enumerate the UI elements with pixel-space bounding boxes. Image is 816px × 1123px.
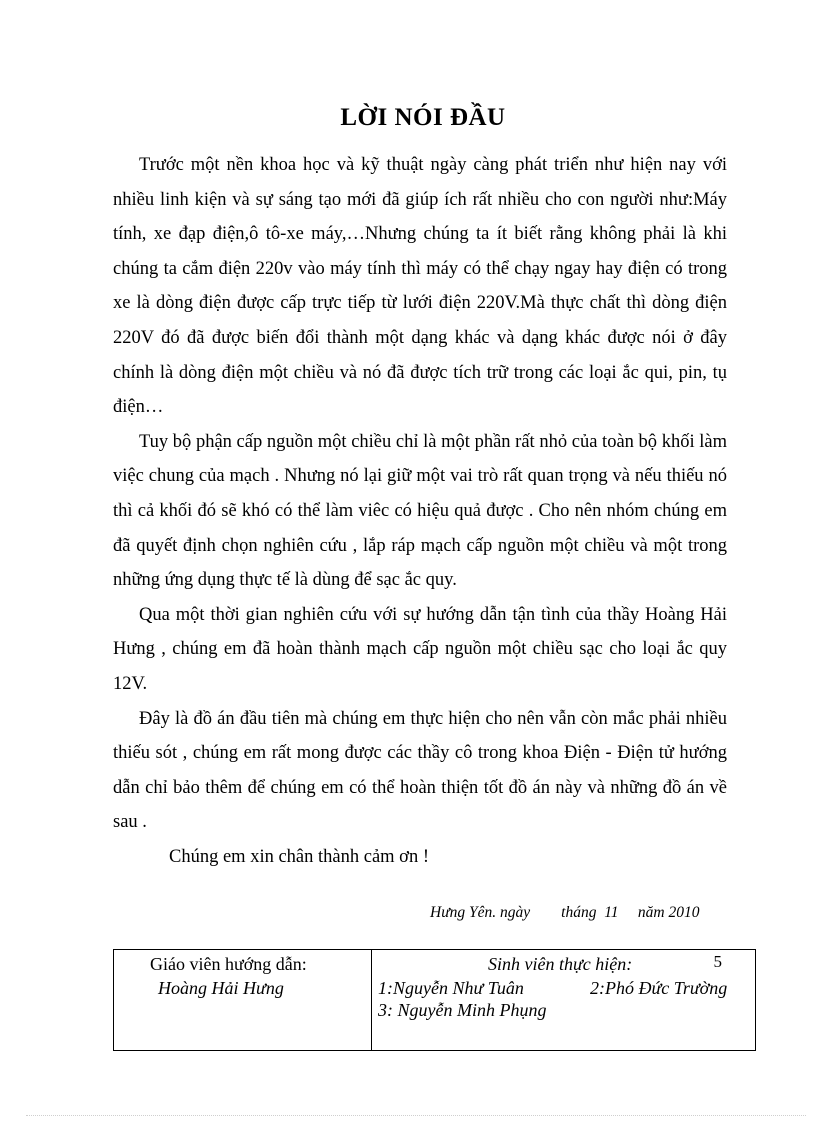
body-text — [113, 148, 727, 874]
paragraph-4: Đây là đồ án đầu tiên mà chúng em thực hiện cho nên vẫn còn mắc phải nhiều thiếu sót , chúng em rất mong được các thầy cô trong khoa Điện - Điện tử hướng dẫn chỉ bảo thêm để chúng em có thể hoàn thiện tốt đồ án này và những đồ án về sau . — [113, 708, 727, 833]
page-number: 5 — [713, 952, 722, 971]
teacher-cell — [114, 950, 372, 1050]
students-cell — [372, 950, 755, 1050]
student-name-3: 3: Nguyễn Minh Phụng — [378, 1000, 547, 1020]
page-title: LỜI NÓI ĐẦU — [340, 104, 506, 131]
student-name-2: 2:Phó Đức Trường — [590, 978, 728, 998]
paragraph-2: Tuy bộ phận cấp nguồn một chiều chỉ là một phần rất nhỏ của toàn bộ khối làm việc chung của mạch . Nhưng nó lại giữ một vai trò rất quan trọng và nếu thiếu nó thì cả khối đó sẽ khó có thể làm viêc có hiệu quả được . Cho nên nhóm chúng em đã quyết định chọn nghiên cứu , lắp ráp mạch cấp nguồn một chiều và một trong những ứng dụng thực tế là dùng để sạc ắc quy. — [113, 431, 727, 591]
student-label: Sinh viên thực hiện: — [488, 954, 633, 974]
signature-table — [113, 949, 756, 1051]
paragraph-1: Trước một nền khoa học và kỹ thuật ngày càng phát triển như hiện nay với nhiều linh kiện và sự sáng tạo mới đã giúp ích rất nhiều cho con người như:Máy tính, xe đạp điện,ô tô-xe máy,…Nhưng chúng ta ít biết rằng không phải là khi chúng ta cắm điện 220v vào máy tính thì máy có thể chạy ngay hay điện có trong xe là dòng điện được cấp trực tiếp từ lưới điện 220V.Mà thực chất thì dòng điện 220V đó đã được biến đổi thành một dạng khác và dạng khác được nói ở đây chính là dòng điện một chiều và nó đã được tích trữ trong các loại ắc qui, pin, tụ điện… — [113, 155, 727, 418]
footer-divider — [26, 1115, 806, 1116]
thanks-line: Chúng em xin chân thành cảm ơn ! — [169, 846, 429, 867]
teacher-label: Giáo viên hướng dẫn: — [150, 954, 307, 974]
student-name-1: 1:Nguyễn Như Tuân — [378, 978, 524, 998]
date-line: Hưng Yên. ngày tháng 11 năm 2010 — [430, 904, 700, 921]
paragraph-3: Qua một thời gian nghiên cứu với sự hướng dẫn tận tình của thầy Hoàng Hải Hưng , chúng em đã hoàn thành mạch cấp nguồn một chiều sạc cho loại ắc quy 12V. — [113, 604, 727, 694]
teacher-name: Hoàng Hải Hưng — [158, 978, 284, 998]
